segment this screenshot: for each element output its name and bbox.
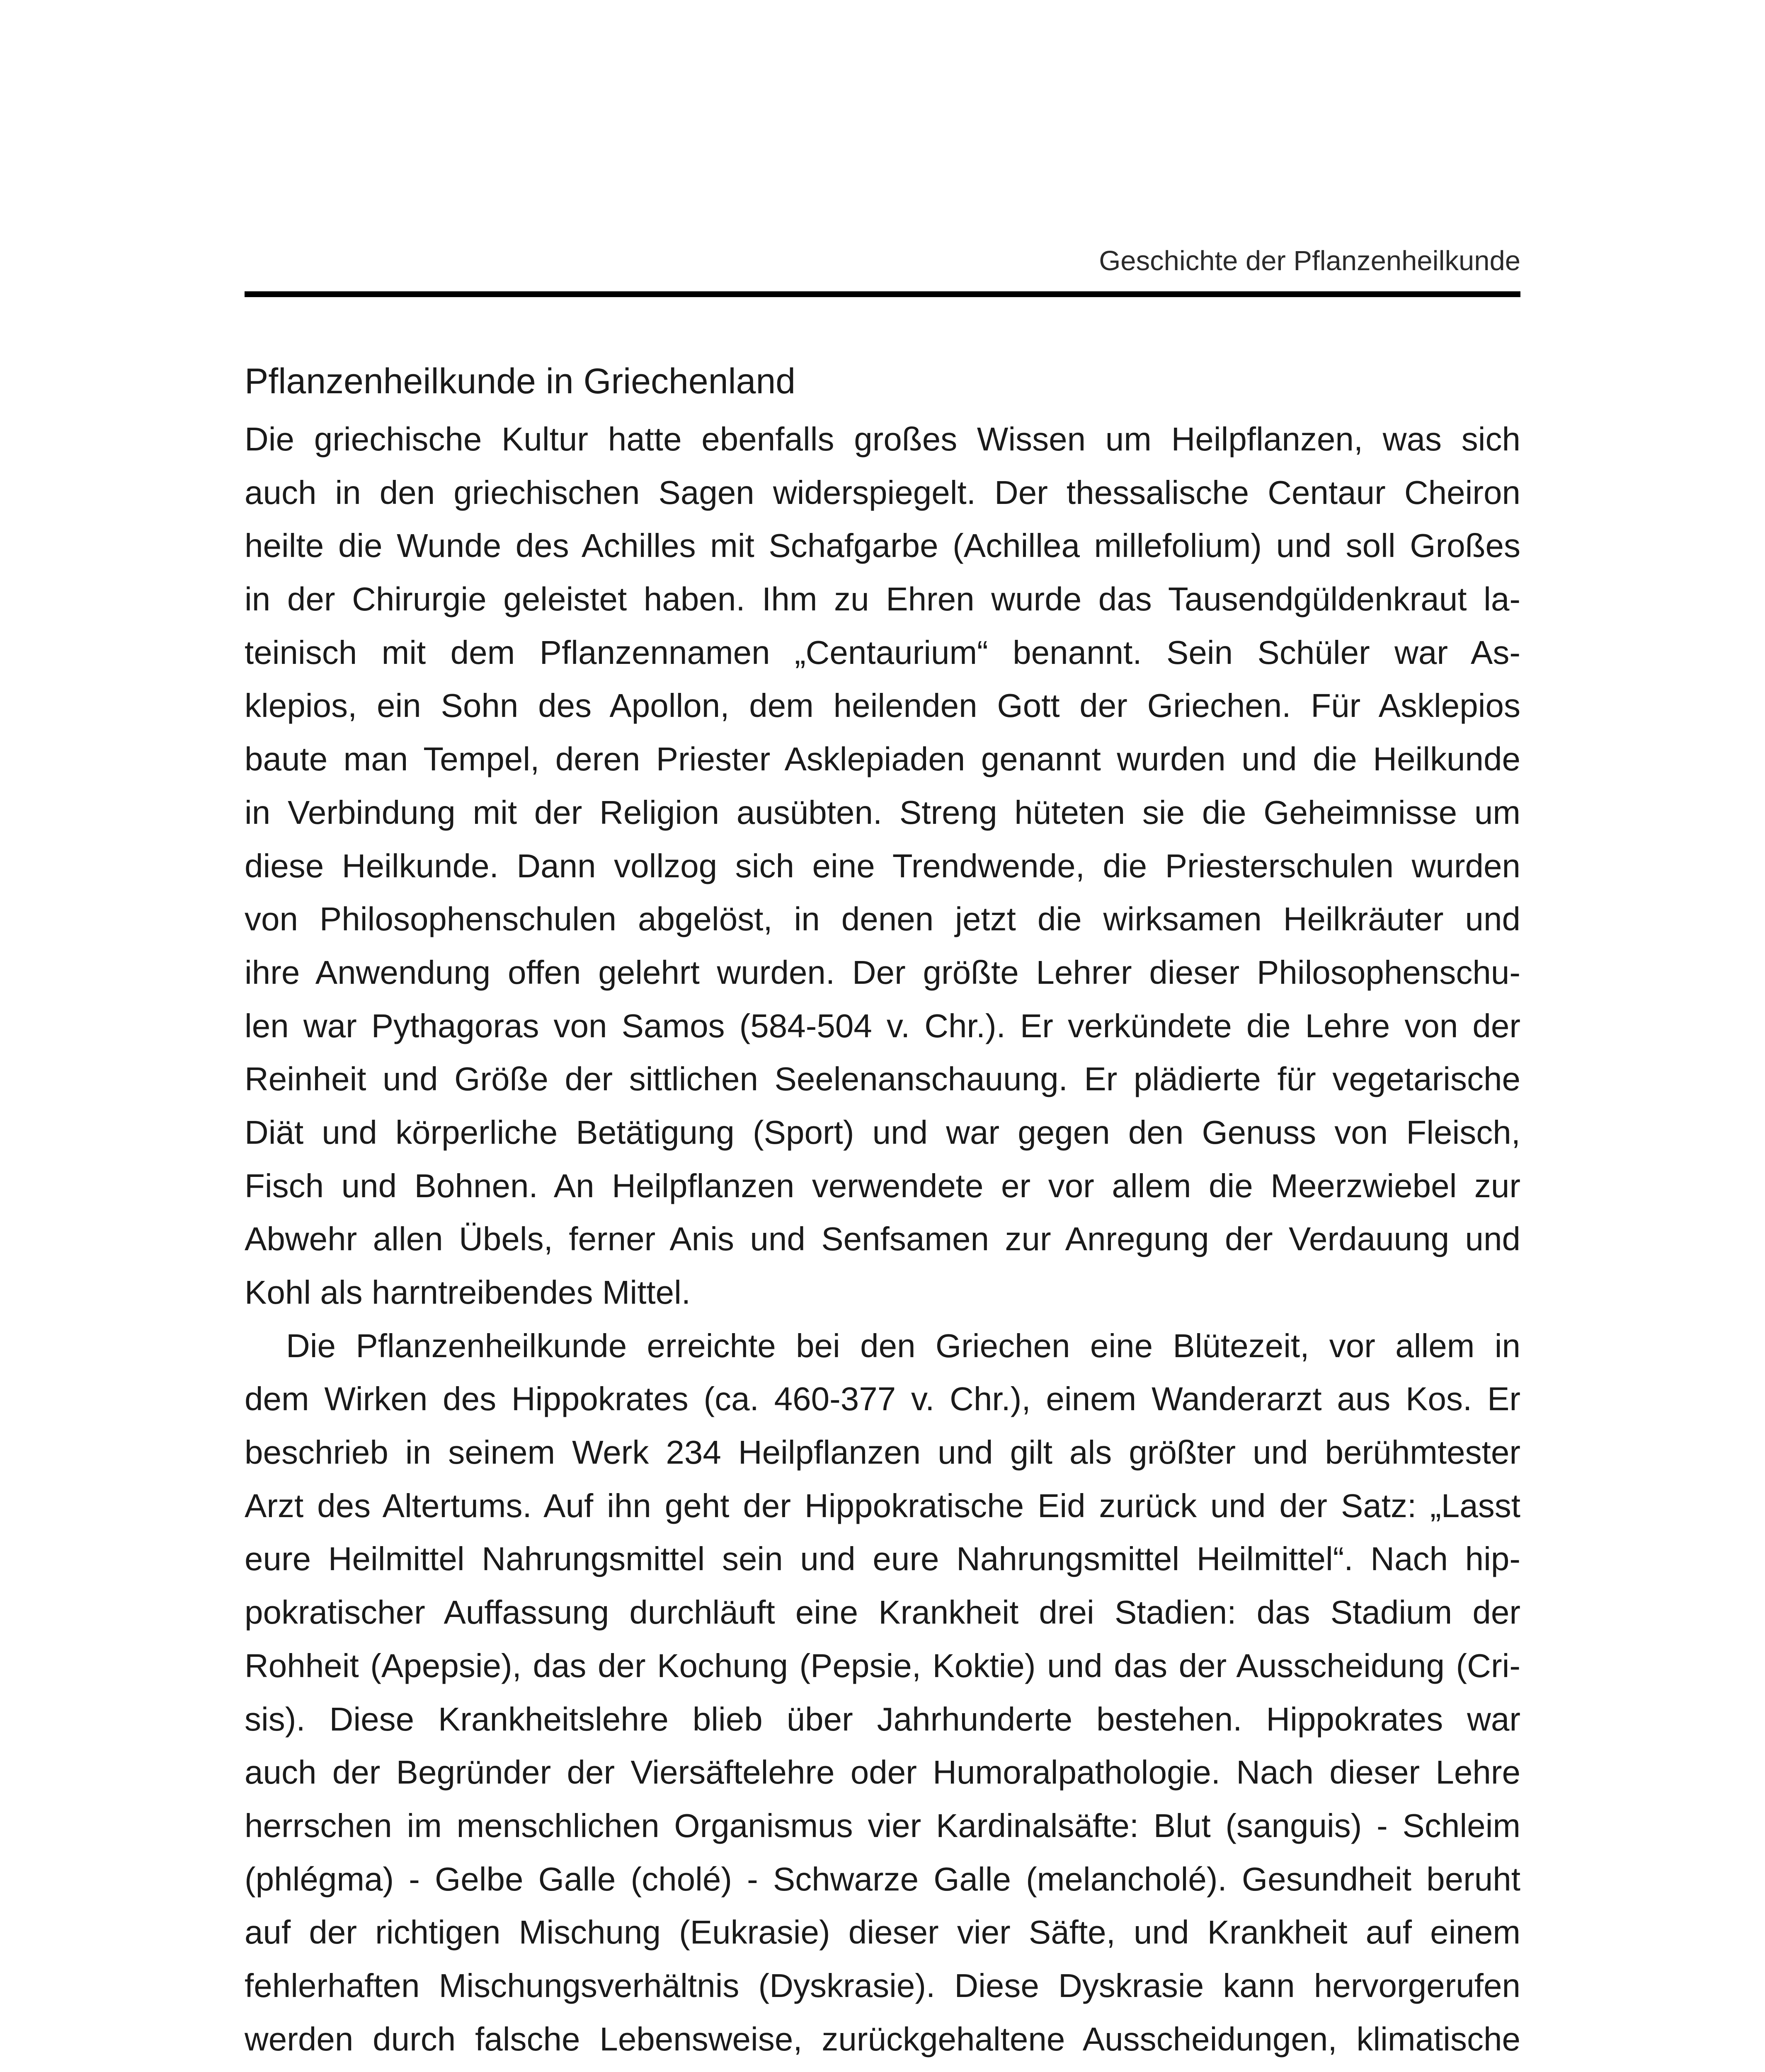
running-header: Geschichte der Pflanzenheilkunde [1099,245,1520,276]
text-line: dem Wirken des Hippokrates (ca. 460-377 v. Chr.), einem Wanderarzt aus Kos. Er [245,1380,1520,1418]
text-line: sis). Diese Krankheitslehre blieb über Jahrhunderte bestehen. Hippokrates war [245,1700,1520,1738]
text-line: in der Chirurgie geleistet haben. Ihm zu Ehren wurde das Tausendgüldenkraut la- [245,581,1520,618]
text-line: Arzt des Altertums. Auf ihn geht der Hippokratische Eid zurück und der Satz: „Lasst [245,1487,1520,1524]
text-line: Die griechische Kultur hatte ebenfalls großes Wissen um Heilpflanzen, was sich [245,421,1520,457]
text-line: herrschen im menschlichen Organismus vier Kardinalsäfte: Blut (sanguis) - Schleim [245,1807,1520,1844]
text-line: auf der richtigen Mischung (Eukrasie) dieser vier Säfte, und Krankheit auf einem [245,1914,1520,1951]
text-line: ihre Anwendung offen gelehrt wurden. Der größte Lehrer dieser Philosophenschu- [245,954,1520,991]
text-line: werden durch falsche Lebensweise, zurückgehaltene Ausscheidungen, klimatische [245,2020,1520,2057]
section-heading: Pflanzenheilkunde in Griechenland [245,361,796,401]
text-line: fehlerhaften Mischungsverhältnis (Dyskrasie). Diese Dyskrasie kann hervorgerufen [245,1967,1520,2004]
text-line: klepios, ein Sohn des Apollon, dem heilenden Gott der Griechen. Für Asklepios [245,687,1520,724]
text-line: Reinheit und Größe der sittlichen Seelenanschauung. Er plädierte für vegetarische [245,1060,1520,1098]
text-line: Die Pflanzenheilkunde erreichte bei den Griechen eine Blütezeit, vor allem in [286,1327,1520,1364]
text-line: eure Heilmittel Nahrungsmittel sein und eure Nahrungsmittel Heilmittel“. Nach hip- [245,1540,1520,1578]
text-line: (phlégma) - Gelbe Galle (cholé) - Schwarze Galle (melancholé). Gesundheit beruht [245,1860,1520,1898]
body-text [245,413,1520,2072]
text-line: beschrieb in seinem Werk 234 Heilpflanzen und gilt als größter und berühmtester [245,1434,1520,1471]
text-line: in Verbindung mit der Religion ausübten. Streng hüteten sie die Geheimnisse um [245,794,1520,831]
text-line: Kohl als harntreibendes Mittel. [245,1274,691,1311]
text-line: pokratischer Auffassung durchläuft eine Krankheit drei Stadien: das Stadium der [245,1594,1520,1631]
text-line: Rohheit (Apepsie), das der Kochung (Pepsie, Koktie) und das der Ausscheidung (Cri- [245,1647,1520,1684]
text-line: teinisch mit dem Pflanzennamen „Centaurium“ benannt. Sein Schüler war As- [245,634,1520,671]
text-line: len war Pythagoras von Samos (584-504 v. Chr.). Er verkündete die Lehre von der [245,1007,1520,1044]
text-line: Diät und körperliche Betätigung (Sport) und war gegen den Genuss von Fleisch, [245,1113,1520,1151]
text-line [245,2066,1520,2072]
text-line: baute man Tempel, deren Priester Asklepiaden genannt wurden und die Heilkunde [245,741,1520,778]
text-line: diese Heilkunde. Dann vollzog sich eine Trendwende, die Priesterschulen wurden [245,847,1520,884]
header-rule [245,291,1520,297]
text-line: auch in den griechischen Sagen widerspiegelt. Der thessalische Centaur Cheiron [245,474,1520,511]
text-line: von Philosophenschulen abgelöst, in denen jetzt die wirksamen Heilkräuter und [245,900,1520,938]
text-line: Abwehr allen Übels, ferner Anis und Senfsamen zur Anregung der Verdauung und [245,1220,1520,1258]
text-line: heilte die Wunde des Achilles mit Schafgarbe (Achillea millefolium) und soll Großes [245,527,1520,564]
text-line: auch der Begründer der Viersäftelehre oder Humoralpathologie. Nach dieser Lehre [245,1754,1520,1791]
text-line: Fisch und Bohnen. An Heilpflanzen verwendete er vor allem die Meerzwiebel zur [245,1167,1520,1204]
